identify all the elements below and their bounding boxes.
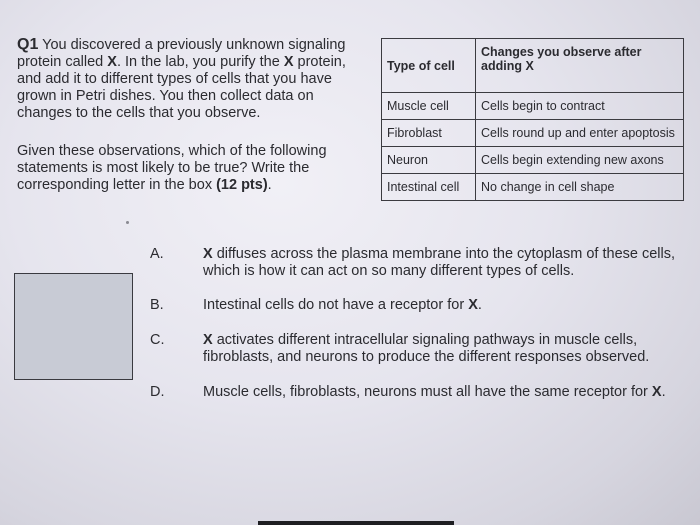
table-header-row [382, 39, 684, 93]
protein-name: X [468, 297, 478, 313]
option-d-text [203, 384, 693, 401]
table-row [382, 93, 684, 120]
cell-change: No change in cell shape [476, 174, 684, 201]
cell-change: Cells begin to contract [476, 93, 684, 120]
option-d-letter: D. [150, 384, 165, 400]
option-b-text [203, 297, 693, 314]
header-changes: Changes you observe after adding X [476, 39, 684, 93]
option-c-letter: C. [150, 332, 165, 348]
table-row [382, 174, 684, 201]
option-text-part: Muscle cells, fibroblasts, neurons must all have the same receptor for [203, 384, 652, 400]
header-cell-type: Type of cell [382, 39, 476, 93]
observation-table [381, 38, 684, 201]
intro-text-1: You discovered a previously unknown signaling protein called [17, 37, 346, 70]
option-text-part: diffuses across the plasma membrane into the cytoplasm of these cells, which is how it can act on so many different types of cells. [203, 246, 676, 279]
option-a-letter: A. [150, 246, 164, 262]
option-a-text [203, 246, 693, 280]
option-b-letter: B. [150, 297, 164, 313]
protein-name: X [651, 384, 662, 400]
table-row [382, 147, 684, 174]
protein-name: X [203, 246, 213, 262]
prompt-end: . [267, 177, 272, 193]
question-prompt [17, 143, 357, 194]
cell-type: Fibroblast [382, 120, 476, 147]
cell-type: Neuron [382, 147, 476, 174]
protein-name: X [283, 54, 294, 70]
option-text-part: . [477, 297, 482, 313]
option-text-part: . [661, 384, 666, 400]
points-label: (12 pts) [216, 177, 268, 193]
option-c-text [203, 332, 693, 366]
intro-text-2: . In the lab, you purify the [116, 54, 284, 70]
cell-type: Muscle cell [382, 93, 476, 120]
cell-change: Cells begin extending new axons [476, 147, 684, 174]
cell-type: Intestinal cell [382, 174, 476, 201]
question-number: Q1 [17, 36, 39, 53]
protein-name: X [107, 54, 117, 70]
protein-name: X [203, 332, 213, 348]
intro-text-3: protein, and add it to different types of cells that you have grown in Petri dishes. You then collect data on changes to the cells that you observe. [17, 54, 346, 121]
speck-dot [126, 221, 129, 224]
cell-change: Cells round up and enter apoptosis [476, 120, 684, 147]
table-row [382, 120, 684, 147]
question-intro [17, 36, 369, 122]
option-text-part: Intestinal cells do not have a receptor for [203, 297, 469, 313]
option-text-part: activates different intracellular signaling pathways in muscle cells, fibroblasts, and neurons to produce the different responses observed. [203, 332, 650, 365]
bottom-edge-bar [258, 521, 454, 525]
prompt-text: Given these observations, which of the following statements is most likely to be true? Write the corresponding letter in the box [17, 143, 327, 193]
answer-box[interactable] [14, 273, 133, 380]
